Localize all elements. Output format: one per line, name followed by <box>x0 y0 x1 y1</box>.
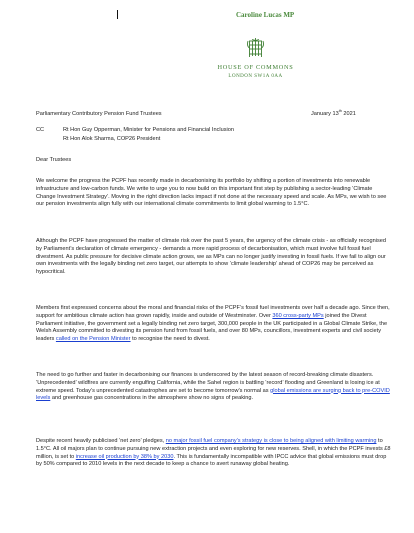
link-fossil-fuel-strategy[interactable]: no major fossil fuel company’s strategy is close to being aligned with limiting warming <box>165 438 377 444</box>
text-cursor <box>117 10 118 19</box>
house-of-commons-heading: HOUSE OF COMMONS <box>217 64 294 71</box>
paragraph-2: Although the PCPF have progressed the matter of climate risk over the past 5 years, the urgency of the climate crisis - as officially recognised by Parliament’s declaration of climate emergency - demands a more rapid process of decarbonisation, which must involve full fossil fuel divestment. As public pressure for decisive climate action grows, we as MPs can no longer justify investing in fossil fuels. If we fail to align our own investments with the legally binding net zero target, our attempts to show ‘climate leadership’ ahead of COP26 may be perceived as hypocritical. <box>36 238 386 276</box>
cc-label: CC <box>36 127 45 133</box>
link-pension-minister[interactable]: called on the Pension Minister <box>55 336 131 343</box>
paragraph-5: Despite recent heavily publicised ‘net zero’ pledges, no major fossil fuel company’s strategy is close to being aligned with limiting warming to 1.5°C. All oil majors plan to continue pursuing new extraction projects and even exploring for new reserves. Shell, in which the PCPF invests £8 million, is set to increase oil production by 38% by 2030. This is fundamentally incompatible with IPCC advice that global emissions must drop by 50% compared to 2010 levels in the next decade to keep a chance to avert runaway global heating. <box>36 438 391 468</box>
paragraph-4: The need to go further and faster in decarbonising our finances is underscored by the latest season of record-breaking climate disasters. ‘Unprecedented’ wildfires are currently engulfing California, while the Sahel region is battling ‘record’ flooding and Greenland is losing ice at extreme speed. Today’s unprecedented catastrophes are set to become tomorrow’s normal as global emissions are surging back to pre-COVID levels and greenhouse gas concentrations in the atmosphere show no signs of peaking. <box>36 372 390 402</box>
letter-date: January 13th 2021 <box>311 109 356 117</box>
link-360-cross-party-mps[interactable]: 360 cross-party MPs <box>272 312 324 319</box>
letterhead-address: LONDON SW1A 0AA <box>228 74 283 79</box>
cc-line-1: Rt Hon Guy Opperman, Minister for Pensions and Financial Inclusion <box>63 127 234 133</box>
link-global-emissions[interactable]: global emissions are surging back to pre-COVID levels <box>36 387 390 402</box>
salutation: Dear Trustees <box>36 157 72 163</box>
paragraph-1: We welcome the progress the PCPF has recently made in decarbonising its portfolio by shifting a portion of investments into renewable infrastructure and low-carbon funds. We write to urge you to now build on this important first step by publishing a sector-leading ‘Climate Change Investment Strategy’. Moving in the right direction lacks impact if not done at the necessary speed and scale. As MPs, we wish to see our pension investments align fully with our international climate commitments to limit global warming to 1.5°C. <box>36 178 387 208</box>
recipient-line: Parliamentary Contributory Pension Fund Trustees <box>36 111 162 117</box>
mp-name: Caroline Lucas MP <box>236 11 295 19</box>
paragraph-3: Members first expressed concerns about the moral and financial risks of the PCPF’s fossil fuel investments over half a decade ago. Since then, support for ambitious climate action has grown rapidly, inside and outside of Westminster. Over 360 cross-party MPs joined the Divest Parliament initiative, the government set a legally binding net zero target, 300,000 people in the UK participated in a Global Climate Strike, the Welsh Assembly committed to divesting its pension fund from fossil fuels, and over 80 MPs, councillors, investment experts and civil society leaders called on the Pension Minister to recognise the need to divest. <box>36 305 390 343</box>
portcullis-icon <box>247 37 264 59</box>
cc-line-2: Rt Hon Alok Sharma, COP26 President <box>63 136 161 142</box>
link-oil-production[interactable]: increase oil production by 38% by 2030 <box>75 453 174 460</box>
